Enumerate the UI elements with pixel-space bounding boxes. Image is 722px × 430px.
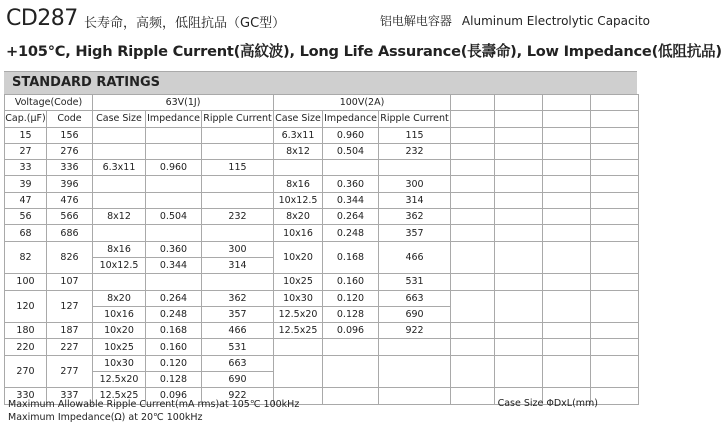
- empty-cell: [543, 127, 591, 143]
- empty-cell: [451, 143, 495, 159]
- empty-cell: [146, 176, 202, 192]
- impedance-cell: 0.504: [146, 209, 202, 225]
- impedance-cell: 0.168: [323, 241, 379, 274]
- ripple-cell: 362: [379, 209, 451, 225]
- empty-cell: [591, 323, 639, 339]
- empty-cell: [93, 143, 146, 159]
- empty-cell: [202, 143, 274, 159]
- empty-cell: [495, 127, 543, 143]
- ratings-table: [4, 94, 639, 405]
- empty-cell: [591, 192, 639, 208]
- empty-cell: [495, 95, 543, 111]
- case-size-cell: 8x16: [93, 241, 146, 257]
- empty-cell: [146, 225, 202, 241]
- empty-cell: [591, 339, 639, 355]
- empty-cell: [495, 225, 543, 241]
- cap-cell: 270: [5, 355, 47, 388]
- empty-cell: [379, 160, 451, 176]
- empty-cell: [543, 274, 591, 290]
- empty-cell: [591, 241, 639, 274]
- empty-cell: [451, 95, 495, 111]
- empty-cell: [495, 111, 543, 127]
- table-row: [5, 176, 639, 192]
- ripple-cell: 357: [379, 225, 451, 241]
- empty-cell: [451, 209, 495, 225]
- empty-cell: [274, 160, 323, 176]
- impedance-cell: 0.128: [323, 306, 379, 322]
- case-size-cell: 6.3x11: [93, 160, 146, 176]
- empty-cell: [495, 355, 543, 388]
- empty-cell: [93, 192, 146, 208]
- brand-line: [380, 12, 650, 29]
- case-size-cell: 10x16: [274, 225, 323, 241]
- section-bar: [4, 71, 637, 95]
- empty-cell: [93, 127, 146, 143]
- ripple-cell: 663: [202, 355, 274, 371]
- cap-cell: 39: [5, 176, 47, 192]
- ripple-cell: 531: [379, 274, 451, 290]
- impedance-cell: 0.160: [323, 274, 379, 290]
- ripple-cell: 690: [379, 306, 451, 322]
- empty-cell: [379, 355, 451, 388]
- cap-cell: 33: [5, 160, 47, 176]
- case-size-cell: 8x16: [274, 176, 323, 192]
- impedance-header: Impedance: [323, 111, 379, 127]
- ripple-cell: 115: [202, 160, 274, 176]
- empty-cell: [543, 160, 591, 176]
- impedance-footnote: Maximum Impedance(Ω) at 20℃ 100kHz: [8, 412, 203, 423]
- table-row: [5, 209, 639, 225]
- impedance-cell: 0.960: [323, 127, 379, 143]
- footnotes: [8, 398, 299, 424]
- table-row: [5, 355, 639, 371]
- empty-cell: [543, 355, 591, 388]
- cap-cell: 56: [5, 209, 47, 225]
- impedance-cell: 0.120: [146, 355, 202, 371]
- ripple-cell: 232: [202, 209, 274, 225]
- ripple-cell: 300: [202, 241, 274, 257]
- table-row: [5, 339, 639, 355]
- case-size-cell: 10x12.5: [274, 192, 323, 208]
- case-size-cell: 10x25: [274, 274, 323, 290]
- empty-cell: [146, 192, 202, 208]
- ripple-cell: 314: [202, 257, 274, 273]
- empty-cell: [495, 209, 543, 225]
- empty-cell: [451, 111, 495, 127]
- empty-cell: [543, 225, 591, 241]
- code-cell: 156: [47, 127, 93, 143]
- cap-cell: 27: [5, 143, 47, 159]
- empty-cell: [93, 225, 146, 241]
- voltage-100v: 100V(2A): [274, 95, 451, 111]
- empty-cell: [543, 111, 591, 127]
- empty-cell: [495, 274, 543, 290]
- empty-cell: [451, 323, 495, 339]
- model-subtitle: 长寿命，高频，低阻抗品（GC型）: [84, 16, 286, 31]
- cap-cell: 15: [5, 127, 47, 143]
- table-row: [5, 143, 639, 159]
- empty-cell: [202, 225, 274, 241]
- cap-cell: 68: [5, 225, 47, 241]
- case-size-cell: 10x30: [93, 355, 146, 371]
- case-size-cell: 10x12.5: [93, 257, 146, 273]
- empty-cell: [451, 127, 495, 143]
- ripple-cell: 362: [202, 290, 274, 306]
- empty-cell: [274, 355, 323, 388]
- empty-cell: [379, 388, 451, 404]
- empty-cell: [202, 192, 274, 208]
- empty-cell: [451, 241, 495, 274]
- ripple-cell: 922: [379, 323, 451, 339]
- cap-header: Cap.(µF): [5, 111, 47, 127]
- impedance-cell: 0.096: [146, 388, 202, 404]
- feature-line: +105°C, High Ripple Current(高紋波), Long Life Assurance(長壽命), Low Impedance(低阻抗品): [6, 43, 722, 60]
- empty-cell: [543, 290, 591, 323]
- impedance-cell: 0.360: [146, 241, 202, 257]
- case-size-footnote: Case Size ΦDxL(mm): [497, 398, 598, 409]
- code-cell: 277: [47, 355, 93, 388]
- impedance-cell: 0.344: [146, 257, 202, 273]
- impedance-cell: 0.360: [323, 176, 379, 192]
- ripple-cell: 690: [202, 372, 274, 388]
- empty-cell: [591, 127, 639, 143]
- table-row: [5, 192, 639, 208]
- empty-cell: [543, 339, 591, 355]
- brand-english: Aluminum Electrolytic Capacito: [461, 14, 650, 28]
- page-header: [6, 4, 650, 34]
- case-size-header: Case Size: [274, 111, 323, 127]
- empty-cell: [591, 111, 639, 127]
- code-cell: 337: [47, 388, 93, 404]
- ripple-cell: 466: [379, 241, 451, 274]
- empty-cell: [323, 388, 379, 404]
- section-title: STANDARD RATINGS: [12, 75, 161, 90]
- empty-cell: [543, 241, 591, 274]
- ripple-header: Ripple Current: [202, 111, 274, 127]
- cap-cell: 82: [5, 241, 47, 274]
- empty-cell: [495, 323, 543, 339]
- case-size-cell: 12.5x20: [93, 372, 146, 388]
- code-header: Code: [47, 111, 93, 127]
- cap-cell: 100: [5, 274, 47, 290]
- case-size-cell: 10x16: [93, 306, 146, 322]
- code-cell: 566: [47, 209, 93, 225]
- model-number: CD287: [6, 6, 78, 31]
- empty-cell: [543, 143, 591, 159]
- ripple-cell: 357: [202, 306, 274, 322]
- code-cell: 336: [47, 160, 93, 176]
- case-size-cell: 10x20: [274, 241, 323, 274]
- ripple-cell: 314: [379, 192, 451, 208]
- case-size-cell: 12.5x25: [274, 323, 323, 339]
- impedance-cell: 0.168: [146, 323, 202, 339]
- impedance-cell: 0.248: [323, 225, 379, 241]
- ripple-cell: 115: [379, 127, 451, 143]
- impedance-cell: 0.096: [323, 323, 379, 339]
- empty-cell: [591, 176, 639, 192]
- empty-cell: [323, 160, 379, 176]
- impedance-header: Impedance: [146, 111, 202, 127]
- empty-cell: [451, 192, 495, 208]
- empty-cell: [202, 127, 274, 143]
- case-size-cell: 12.5x25: [93, 388, 146, 404]
- table-row: [5, 290, 639, 306]
- empty-cell: [495, 241, 543, 274]
- code-cell: 107: [47, 274, 93, 290]
- cap-cell: 330: [5, 388, 47, 404]
- empty-cell: [591, 225, 639, 241]
- impedance-cell: 0.160: [146, 339, 202, 355]
- table-row: [5, 127, 639, 143]
- case-size-header: Case Size: [93, 111, 146, 127]
- ripple-cell: 232: [379, 143, 451, 159]
- empty-cell: [591, 290, 639, 323]
- empty-cell: [323, 355, 379, 388]
- case-size-cell: 10x30: [274, 290, 323, 306]
- ripple-cell: 922: [202, 388, 274, 404]
- cap-cell: 47: [5, 192, 47, 208]
- empty-cell: [451, 339, 495, 355]
- case-size-cell: 8x20: [93, 290, 146, 306]
- voltage-63v: 63V(1J): [93, 95, 274, 111]
- empty-cell: [591, 143, 639, 159]
- empty-cell: [202, 176, 274, 192]
- empty-cell: [543, 209, 591, 225]
- code-cell: 396: [47, 176, 93, 192]
- empty-cell: [451, 274, 495, 290]
- empty-cell: [93, 176, 146, 192]
- empty-cell: [591, 95, 639, 111]
- empty-cell: [495, 192, 543, 208]
- voltage-row: [5, 95, 639, 111]
- empty-cell: [379, 339, 451, 355]
- case-size-cell: 8x12: [274, 143, 323, 159]
- empty-cell: [451, 388, 495, 404]
- case-size-cell: 10x25: [93, 339, 146, 355]
- empty-cell: [451, 290, 495, 323]
- code-cell: 826: [47, 241, 93, 274]
- empty-cell: [495, 143, 543, 159]
- ripple-cell: 663: [379, 290, 451, 306]
- empty-cell: [591, 209, 639, 225]
- code-cell: 127: [47, 290, 93, 323]
- empty-cell: [146, 127, 202, 143]
- ripple-cell: 466: [202, 323, 274, 339]
- brand-chinese: 铝电解电容器: [379, 14, 452, 28]
- empty-cell: [146, 274, 202, 290]
- impedance-cell: 0.264: [323, 209, 379, 225]
- impedance-cell: 0.128: [146, 372, 202, 388]
- impedance-cell: 0.264: [146, 290, 202, 306]
- case-size-cell: 10x20: [93, 323, 146, 339]
- table-row: [5, 274, 639, 290]
- impedance-cell: 0.504: [323, 143, 379, 159]
- empty-cell: [451, 355, 495, 388]
- empty-cell: [93, 274, 146, 290]
- empty-cell: [495, 160, 543, 176]
- cap-cell: 120: [5, 290, 47, 323]
- impedance-cell: 0.248: [146, 306, 202, 322]
- case-size-cell: 6.3x11: [274, 127, 323, 143]
- code-cell: 686: [47, 225, 93, 241]
- case-size-cell: 8x20: [274, 209, 323, 225]
- empty-cell: [146, 143, 202, 159]
- code-cell: 227: [47, 339, 93, 355]
- empty-cell: [274, 339, 323, 355]
- table-row: [5, 160, 639, 176]
- empty-cell: [591, 355, 639, 388]
- empty-cell: [495, 290, 543, 323]
- empty-cell: [451, 225, 495, 241]
- ripple-footnote: Maximum Allowable Ripple Current(mA rms)at 105℃ 100kHz: [8, 399, 300, 410]
- empty-cell: [495, 176, 543, 192]
- empty-cell: [591, 274, 639, 290]
- table-row: [5, 323, 639, 339]
- column-header-row: [5, 111, 639, 127]
- empty-cell: [323, 339, 379, 355]
- cap-cell: 220: [5, 339, 47, 355]
- empty-cell: [543, 95, 591, 111]
- table-row: [5, 225, 639, 241]
- empty-cell: [543, 192, 591, 208]
- cap-cell: 180: [5, 323, 47, 339]
- impedance-cell: 0.344: [323, 192, 379, 208]
- impedance-cell: 0.960: [146, 160, 202, 176]
- case-size-cell: 12.5x20: [274, 306, 323, 322]
- code-cell: 187: [47, 323, 93, 339]
- code-cell: 276: [47, 143, 93, 159]
- empty-cell: [543, 176, 591, 192]
- empty-cell: [451, 160, 495, 176]
- empty-cell: [202, 274, 274, 290]
- empty-cell: [543, 323, 591, 339]
- impedance-cell: 0.120: [323, 290, 379, 306]
- ripple-cell: 531: [202, 339, 274, 355]
- case-size-cell: 8x12: [93, 209, 146, 225]
- empty-cell: [495, 339, 543, 355]
- ripple-header: Ripple Current: [379, 111, 451, 127]
- empty-cell: [451, 176, 495, 192]
- ripple-cell: 300: [379, 176, 451, 192]
- voltage-label: Voltage(Code): [5, 95, 93, 111]
- empty-cell: [591, 160, 639, 176]
- table-row: [5, 241, 639, 257]
- code-cell: 476: [47, 192, 93, 208]
